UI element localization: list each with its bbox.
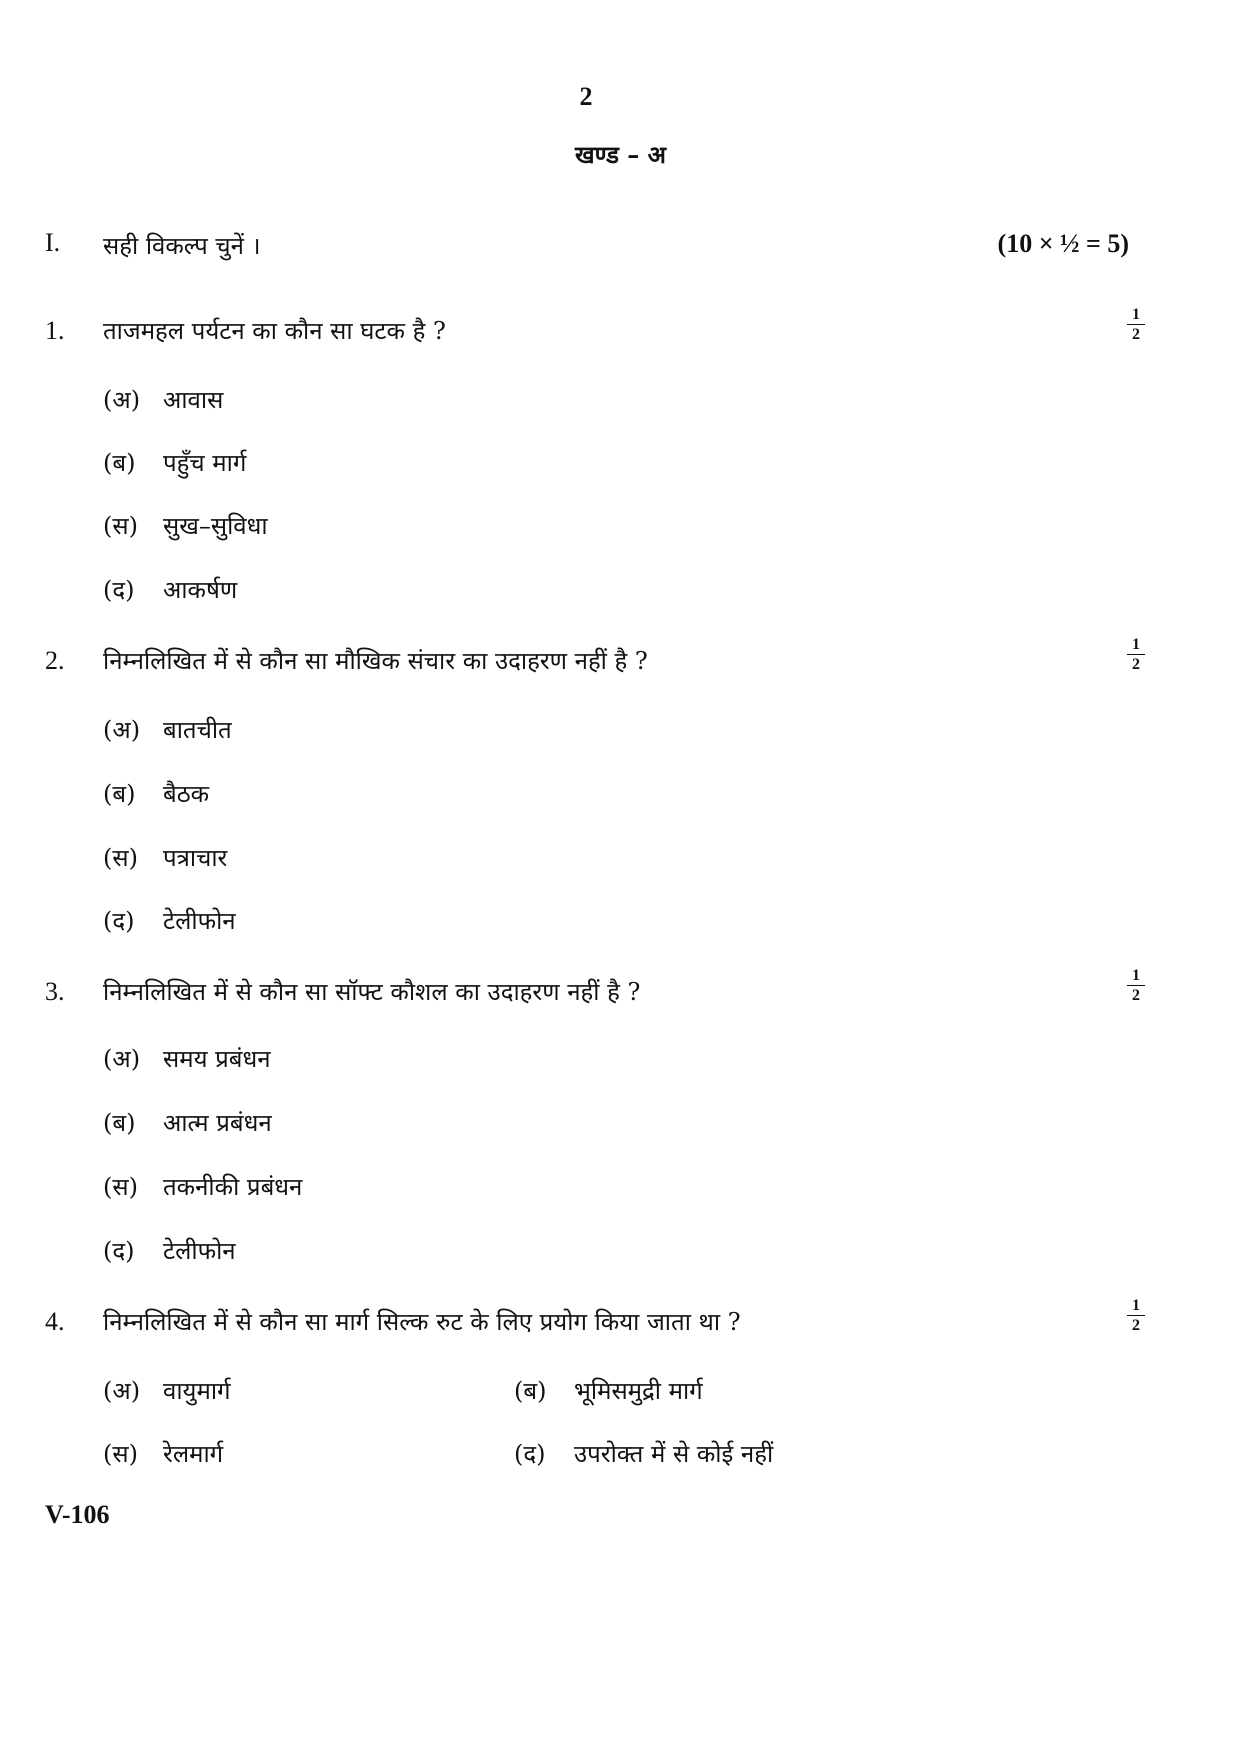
option-label: (द) [103, 576, 135, 604]
option-text: सुख–सुविधा [163, 512, 268, 540]
question-2-option-a [103, 713, 232, 746]
option-label: (ब) [103, 1109, 136, 1137]
question-4-text: निम्नलिखित में से कौन सा मार्ग सिल्क रुट के लिए प्रयोग किया जाता था ? [103, 1308, 741, 1336]
fraction-bar [1127, 985, 1145, 986]
option-text: समय प्रबंधन [163, 1045, 271, 1073]
option-label: (ब) [103, 780, 136, 808]
option-text: रेलमार्ग [163, 1440, 224, 1468]
question-2-option-d [103, 904, 236, 937]
marks-numerator: 1 [1132, 306, 1140, 323]
question-1-text: ताजमहल पर्यटन का कौन सा घटक है ? [103, 317, 446, 345]
option-text: बैठक [163, 780, 210, 808]
question-3-option-d [103, 1234, 236, 1267]
option-text: भूमिसमुद्री मार्ग [574, 1377, 703, 1405]
option-label: (अ) [103, 1045, 141, 1073]
marks-denominator: 2 [1132, 987, 1140, 1004]
section-marks: (10 × ½ = 5) [997, 229, 1129, 258]
question-4-option-c [103, 1437, 223, 1470]
option-label: (ब) [103, 449, 136, 477]
option-text: पहुँच मार्ग [163, 449, 247, 477]
question-4-marks [1124, 1297, 1148, 1334]
section-title: खण्ड – अ [575, 140, 666, 169]
option-text: पत्राचार [163, 844, 228, 872]
option-text: टेलीफोन [163, 1237, 236, 1265]
question-2-marks [1124, 636, 1148, 673]
question-1-option-b [103, 446, 246, 479]
fraction-bar [1127, 324, 1145, 325]
option-text: आत्म प्रबंधन [163, 1109, 272, 1137]
question-3-number: 3. [45, 977, 65, 1006]
page-number: 2 [579, 82, 593, 111]
option-text: बातचीत [163, 716, 232, 744]
option-label: (स) [103, 1440, 138, 1468]
option-label: (स) [103, 844, 138, 872]
option-label: (स) [103, 1173, 138, 1201]
instruction-number: I. [45, 228, 61, 257]
question-1-number: 1. [45, 316, 65, 345]
question-2-number: 2. [45, 646, 65, 675]
question-3-text: निम्नलिखित में से कौन सा सॉफ्ट कौशल का उदाहरण नहीं है ? [103, 978, 641, 1006]
question-2-text: निम्नलिखित में से कौन सा मौखिक संचार का उदाहरण नहीं है ? [103, 647, 648, 675]
question-3-marks [1124, 967, 1148, 1004]
question-2-option-b [103, 777, 209, 810]
fraction-bar [1127, 1315, 1145, 1316]
question-1-option-c [103, 509, 268, 542]
option-text: आकर्षण [163, 576, 238, 604]
option-label: (द) [514, 1440, 546, 1468]
instruction-text: सही विकल्प चुनें । [103, 232, 261, 260]
option-text: तकनीकी प्रबंधन [163, 1173, 303, 1201]
marks-denominator: 2 [1132, 1317, 1140, 1334]
marks-numerator: 1 [1132, 636, 1140, 653]
marks-denominator: 2 [1132, 326, 1140, 343]
question-1-option-a [103, 383, 223, 416]
question-3-option-a [103, 1042, 271, 1075]
option-label: (स) [103, 512, 138, 540]
option-text: उपरोक्त में से कोई नहीं [574, 1440, 774, 1468]
option-text: आवास [163, 386, 224, 414]
question-4-option-b [514, 1374, 703, 1407]
question-3-option-c [103, 1170, 302, 1203]
option-label: (अ) [103, 716, 141, 744]
option-label: (अ) [103, 1377, 141, 1405]
marks-numerator: 1 [1132, 1297, 1140, 1314]
question-3-option-b [103, 1106, 272, 1139]
question-4-option-a [103, 1374, 231, 1407]
marks-denominator: 2 [1132, 656, 1140, 673]
fraction-bar [1127, 654, 1145, 655]
option-label: (द) [103, 1237, 135, 1265]
question-1-marks [1124, 306, 1148, 343]
question-1-option-d [103, 573, 237, 606]
question-4-number: 4. [45, 1307, 65, 1336]
question-2-option-c [103, 841, 227, 874]
paper-code: V-106 [45, 1500, 110, 1529]
marks-numerator: 1 [1132, 967, 1140, 984]
question-4-option-d [514, 1437, 773, 1470]
option-text: वायुमार्ग [163, 1377, 231, 1405]
option-text: टेलीफोन [163, 907, 236, 935]
option-label: (द) [103, 907, 135, 935]
option-label: (ब) [514, 1377, 547, 1405]
option-label: (अ) [103, 386, 141, 414]
